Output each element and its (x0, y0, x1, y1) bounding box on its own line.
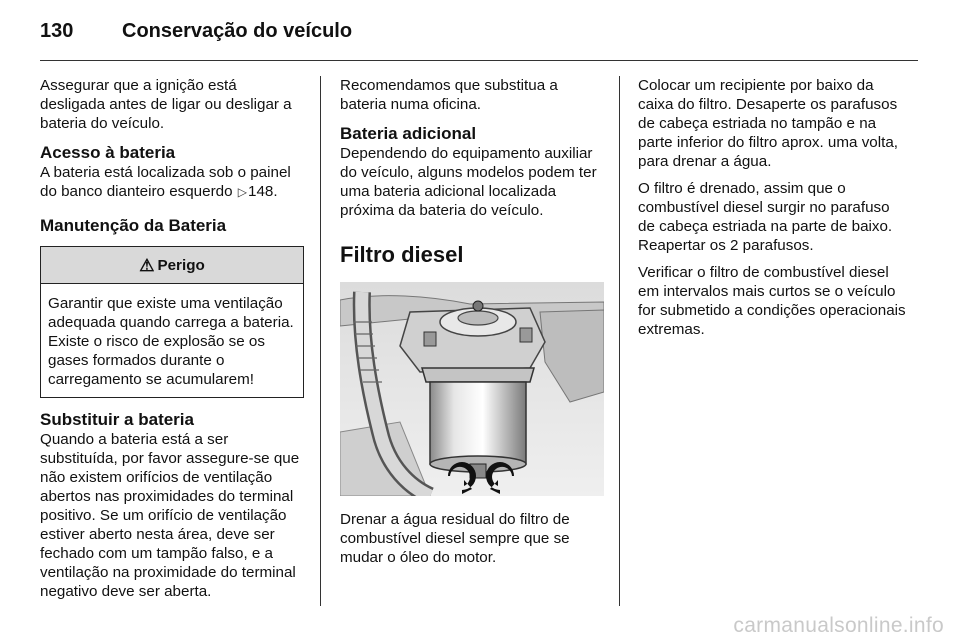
replace-battery-text: Quando a bateria está a ser substituída, por favor assegure-se que não existem orifícios de ventilação abertos nas proximidades do terminal positivo. Se um orifício de ventilação estiver aberto nesta área, deve ser fechado com um tampão falso, e a ventilação na proximidade do terminal negativo deve ser aberta. (40, 431, 300, 600)
triangle-ref-icon: ▷ (237, 185, 247, 199)
aux-battery-heading: Bateria adicional (340, 124, 477, 143)
warning-title: Perigo (157, 256, 205, 274)
column-divider-1 (320, 76, 321, 606)
column-divider-2 (619, 76, 620, 606)
check-interval-note: Verificar o filtro de combustível diesel em intervalos mais curtos se o veículo for submetido a condições operacionais extremas. (638, 264, 906, 338)
battery-access-body: A bateria está localizada sob o painel do banco dianteiro esquerdo (40, 164, 291, 200)
ignition-intro: Assegurar que a ignição está desligada antes de ligar ou desligar a bateria do veículo. (40, 77, 292, 132)
diesel-filter-illustration (340, 282, 604, 496)
drain-completion: O filtro é drenado, assim que o combustível diesel surgir no parafuso de cabeça estriada na parte de baixo. Reapertar os 2 parafusos. (638, 180, 893, 254)
battery-access-text (40, 163, 304, 202)
column-3 (638, 76, 906, 347)
chapter-title: Conservação do veículo (122, 19, 353, 42)
page-reference-link[interactable]: 148. (248, 183, 278, 200)
warning-text: Garantir que existe uma ventilação adequada quando carrega a bateria. Existe o risco de explosão se os gases formados durante o carregamento se acumularem! (48, 295, 294, 388)
drain-instructions: Colocar um recipiente por baixo da caixa do filtro. Desaperte os parafusos de cabeça estriada no tampão e na parte inferior do filtro aprox. uma volta, para drenar a água. (638, 77, 898, 170)
diesel-filter-heading: Filtro diesel (340, 242, 464, 267)
figure-caption: Drenar a água residual do filtro de combustível diesel sempre que se mudar o óleo do motor. (340, 511, 570, 566)
danger-triangle-icon: ⚠ (139, 255, 155, 275)
header-divider (40, 60, 918, 61)
page-header (40, 14, 352, 48)
battery-maintenance-heading: Manutenção da Bateria (40, 216, 227, 235)
column-2 (340, 76, 606, 575)
site-watermark: carmanualsonline.info (733, 614, 944, 637)
workshop-recommendation: Recomendamos que substitua a bateria numa oficina. (340, 77, 558, 113)
warning-header (41, 247, 303, 284)
danger-warning-box (40, 246, 304, 398)
column-1 (40, 76, 304, 609)
battery-access-heading: Acesso à bateria (40, 143, 176, 162)
page-number: 130 (40, 19, 74, 42)
replace-battery-heading: Substituir a bateria (40, 410, 194, 429)
aux-battery-text: Dependendo do equipamento auxiliar do veículo, alguns modelos podem ter uma bateria adicional localizada próxima da bateria do veículo. (340, 145, 597, 219)
